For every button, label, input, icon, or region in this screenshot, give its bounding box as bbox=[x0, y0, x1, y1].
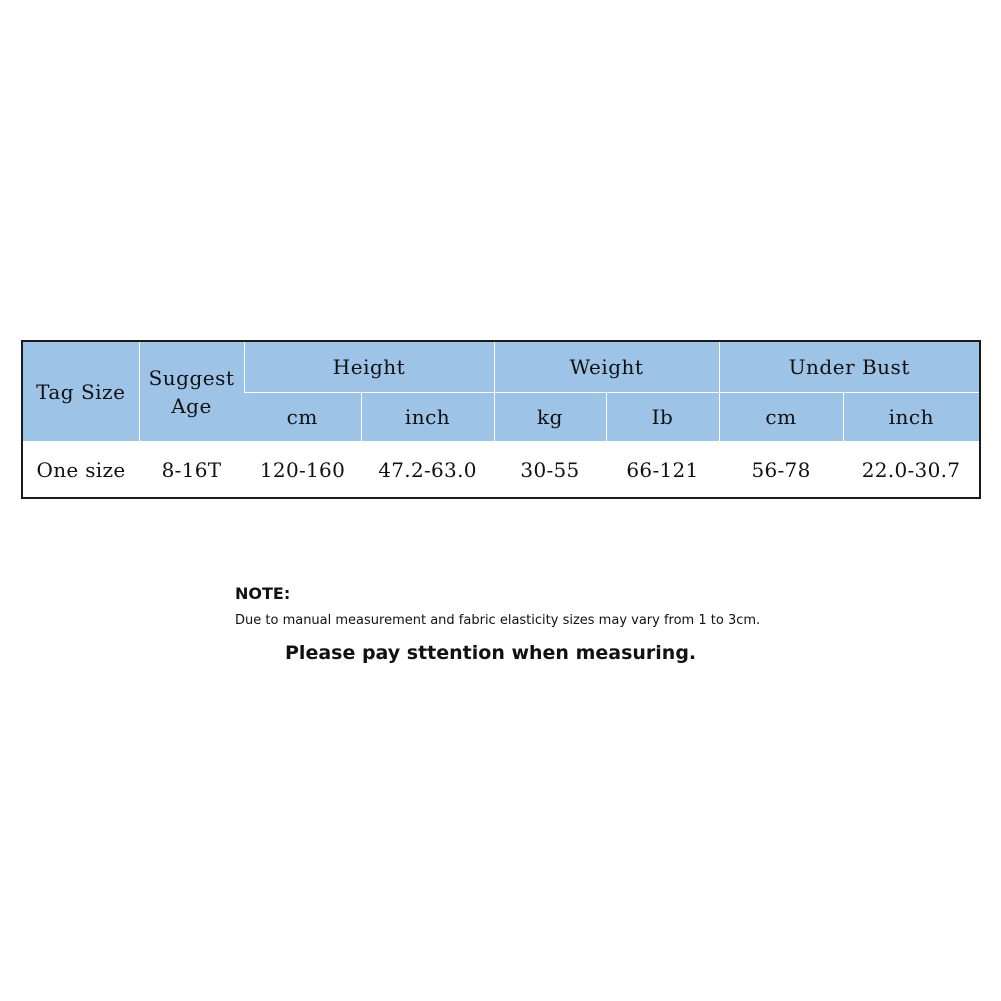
header-row-main bbox=[22, 341, 980, 393]
header-bust-inch: inch bbox=[843, 393, 980, 442]
cell-tag-size: One size bbox=[22, 442, 139, 499]
header-suggest-age-line1: Suggest bbox=[148, 365, 235, 390]
cell-weight-kg: 30-55 bbox=[494, 442, 606, 499]
header-suggest-age bbox=[139, 341, 244, 442]
cell-bust-inch: 22.0-30.7 bbox=[843, 442, 980, 499]
header-weight-lb: Ib bbox=[606, 393, 719, 442]
header-height: Height bbox=[244, 341, 494, 393]
measurement-note bbox=[235, 582, 760, 666]
header-bust-cm: cm bbox=[719, 393, 843, 442]
size-chart-table bbox=[21, 340, 981, 499]
header-height-inch: inch bbox=[361, 393, 494, 442]
header-tag-size: Tag Size bbox=[22, 341, 139, 442]
header-weight-kg: kg bbox=[494, 393, 606, 442]
header-suggest-age-line2: Age bbox=[171, 393, 212, 418]
note-body: Due to manual measurement and fabric elasticity sizes may vary from 1 to 3cm. bbox=[235, 613, 761, 628]
header-weight: Weight bbox=[494, 341, 719, 393]
cell-height-cm: 120-160 bbox=[244, 442, 361, 499]
cell-bust-cm: 56-78 bbox=[719, 442, 843, 499]
header-height-cm: cm bbox=[244, 393, 361, 442]
cell-weight-lb: 66-121 bbox=[606, 442, 719, 499]
table-row bbox=[22, 442, 980, 499]
cell-age: 8-16T bbox=[139, 442, 244, 499]
note-title: NOTE: bbox=[235, 584, 291, 603]
note-emphasis: Please pay sttention when measuring. bbox=[285, 642, 697, 664]
cell-height-inch: 47.2-63.0 bbox=[361, 442, 494, 499]
header-under-bust: Under Bust bbox=[719, 341, 980, 393]
